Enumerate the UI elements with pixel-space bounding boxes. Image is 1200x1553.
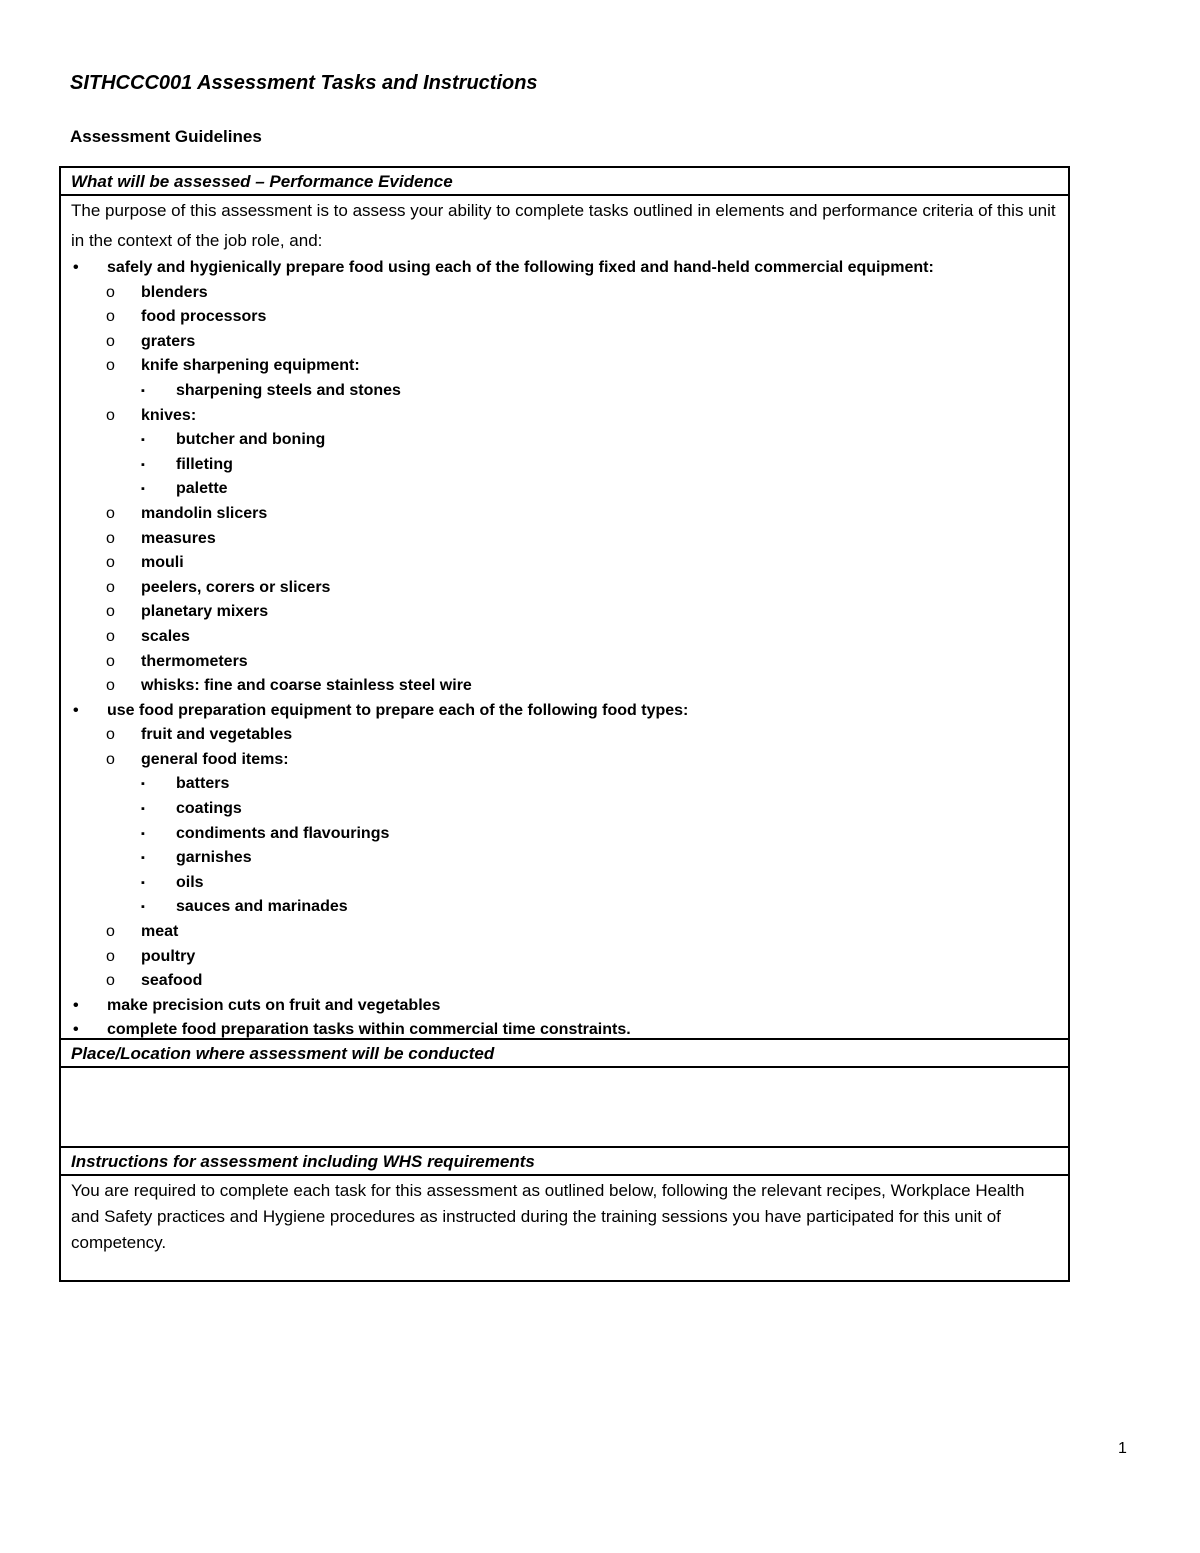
list-item-text: sharpening steels and stones (176, 381, 401, 399)
bullet-marker: o (106, 504, 115, 522)
bullet-marker: o (106, 923, 115, 941)
list-item (71, 551, 1068, 576)
list-item-text: complete food preparation tasks within commercial time constraints. (107, 1021, 631, 1039)
list-item (71, 625, 1068, 650)
bullet-marker: ▪ (141, 458, 145, 471)
whs-body (61, 1176, 1068, 1280)
bullet-marker: • (73, 996, 79, 1014)
list-item-text: safely and hygienically prepare food using each of the following fixed and hand-held commercial equipment: (107, 259, 934, 276)
bullet-marker: o (106, 726, 115, 744)
list-item (71, 256, 1068, 281)
performance-evidence-body (61, 196, 1068, 1040)
list-item-text: peelers, corers or slicers (141, 578, 331, 596)
list-item (71, 797, 1068, 822)
list-item-text: knife sharpening equipment: (141, 357, 360, 375)
list-item (71, 576, 1068, 601)
list-item-text: planetary mixers (141, 603, 269, 621)
bullet-marker: o (106, 652, 115, 670)
list-item (71, 330, 1068, 355)
bullet-marker: o (106, 357, 115, 375)
list-item (71, 477, 1068, 502)
bullet-marker: o (106, 972, 115, 990)
list-item-text: measures (141, 529, 216, 547)
bullet-marker: ▪ (141, 876, 145, 889)
list-item (71, 650, 1068, 675)
list-item-text: batters (176, 775, 230, 793)
bullet-marker: ▪ (141, 827, 145, 840)
bullet-marker: o (106, 332, 115, 350)
page-number: 1 (1118, 1440, 1127, 1457)
page-title: SITHCCC001 Assessment Tasks and Instructions (70, 72, 538, 94)
location-heading: Place/Location where assessment will be conducted (61, 1040, 1068, 1068)
list-item (71, 699, 1068, 724)
list-item (71, 748, 1068, 773)
bullet-marker: o (106, 677, 115, 695)
list-item (71, 920, 1068, 945)
list-item-text: whisks: fine and coarse stainless steel wire (141, 677, 472, 695)
performance-evidence-list (71, 256, 1068, 1043)
list-item-text: mouli (141, 554, 184, 572)
list-item-text: mandolin slicers (141, 504, 268, 522)
list-item (71, 379, 1068, 404)
list-item-text: oils (176, 873, 204, 891)
list-item (71, 502, 1068, 527)
list-item (71, 994, 1068, 1019)
list-item-text: food processors (141, 308, 267, 326)
whs-instructions-text: You are required to complete each task for this assessment as outlined below, following the relevant recipes, Workplace Health and Safety practices and Hygiene procedures as instructed during the training sessions you have participated for this unit of competency. (71, 1181, 1025, 1252)
list-item-text: make precision cuts on fruit and vegetables (107, 996, 441, 1014)
list-item-text: palette (176, 480, 228, 498)
bullet-marker: • (73, 1021, 79, 1039)
list-item-text: poultry (141, 947, 196, 965)
list-item-text: blenders (141, 283, 208, 301)
bullet-marker: o (106, 283, 115, 301)
performance-evidence-heading: What will be assessed – Performance Evidence (61, 168, 1068, 196)
list-item-text: garnishes (176, 849, 252, 867)
bullet-marker: ▪ (141, 384, 145, 397)
list-item (71, 772, 1068, 797)
list-item-text: butcher and boning (176, 431, 326, 449)
bullet-marker: o (106, 603, 115, 621)
bullet-marker: • (73, 701, 79, 719)
list-item (71, 281, 1068, 306)
list-item-text: use food preparation equipment to prepare each of the following food types: (107, 701, 689, 719)
list-item-text: fruit and vegetables (141, 726, 293, 744)
list-item (71, 527, 1068, 552)
list-item-text: sauces and marinades (176, 898, 348, 916)
list-item-text: condiments and flavourings (176, 824, 390, 842)
list-item (71, 945, 1068, 970)
bullet-marker: o (106, 554, 115, 572)
list-item (71, 1018, 1068, 1043)
list-item (71, 600, 1068, 625)
bullet-marker: ▪ (141, 434, 145, 447)
list-item (71, 822, 1068, 847)
bullet-marker: ▪ (141, 483, 145, 496)
bullet-marker: ▪ (141, 778, 145, 791)
whs-heading: Instructions for assessment including WHS requirements (61, 1148, 1068, 1176)
list-item-text: graters (141, 332, 196, 350)
bullet-marker: ▪ (141, 852, 145, 865)
bullet-marker: o (106, 529, 115, 547)
list-item (71, 895, 1068, 920)
list-item-text: seafood (141, 972, 203, 990)
list-item-text: general food items: (141, 750, 289, 768)
list-item (71, 428, 1068, 453)
bullet-marker: ▪ (141, 901, 145, 914)
bullet-marker: ▪ (141, 803, 145, 816)
list-item-text: meat (141, 923, 179, 941)
list-item (71, 969, 1068, 994)
bullet-marker: o (106, 627, 115, 645)
bullet-marker: o (106, 406, 115, 424)
performance-intro: The purpose of this assessment is to assess your ability to complete tasks outlined in elements and performance criteria of this unit in the context of the job role, and: (71, 201, 1056, 250)
list-item-text: scales (141, 627, 190, 645)
bullet-marker: o (106, 750, 115, 768)
list-item (71, 354, 1068, 379)
bullet-marker: o (106, 947, 115, 965)
location-value-cell (61, 1068, 1068, 1148)
list-item-text: filleting (176, 455, 233, 473)
list-item (71, 404, 1068, 429)
bullet-marker: o (106, 578, 115, 596)
list-item (71, 674, 1068, 699)
list-item (71, 723, 1068, 748)
list-item (71, 871, 1068, 896)
list-item (71, 305, 1068, 330)
list-item-text: knives: (141, 406, 197, 424)
list-item (71, 846, 1068, 871)
list-item-text: thermometers (141, 652, 248, 670)
bullet-marker: o (106, 308, 115, 326)
list-item (71, 453, 1068, 478)
list-item-text: coatings (176, 800, 242, 818)
assessment-guidelines-table (59, 166, 1070, 1282)
bullet-marker: • (73, 259, 79, 276)
section-subtitle: Assessment Guidelines (70, 127, 262, 146)
